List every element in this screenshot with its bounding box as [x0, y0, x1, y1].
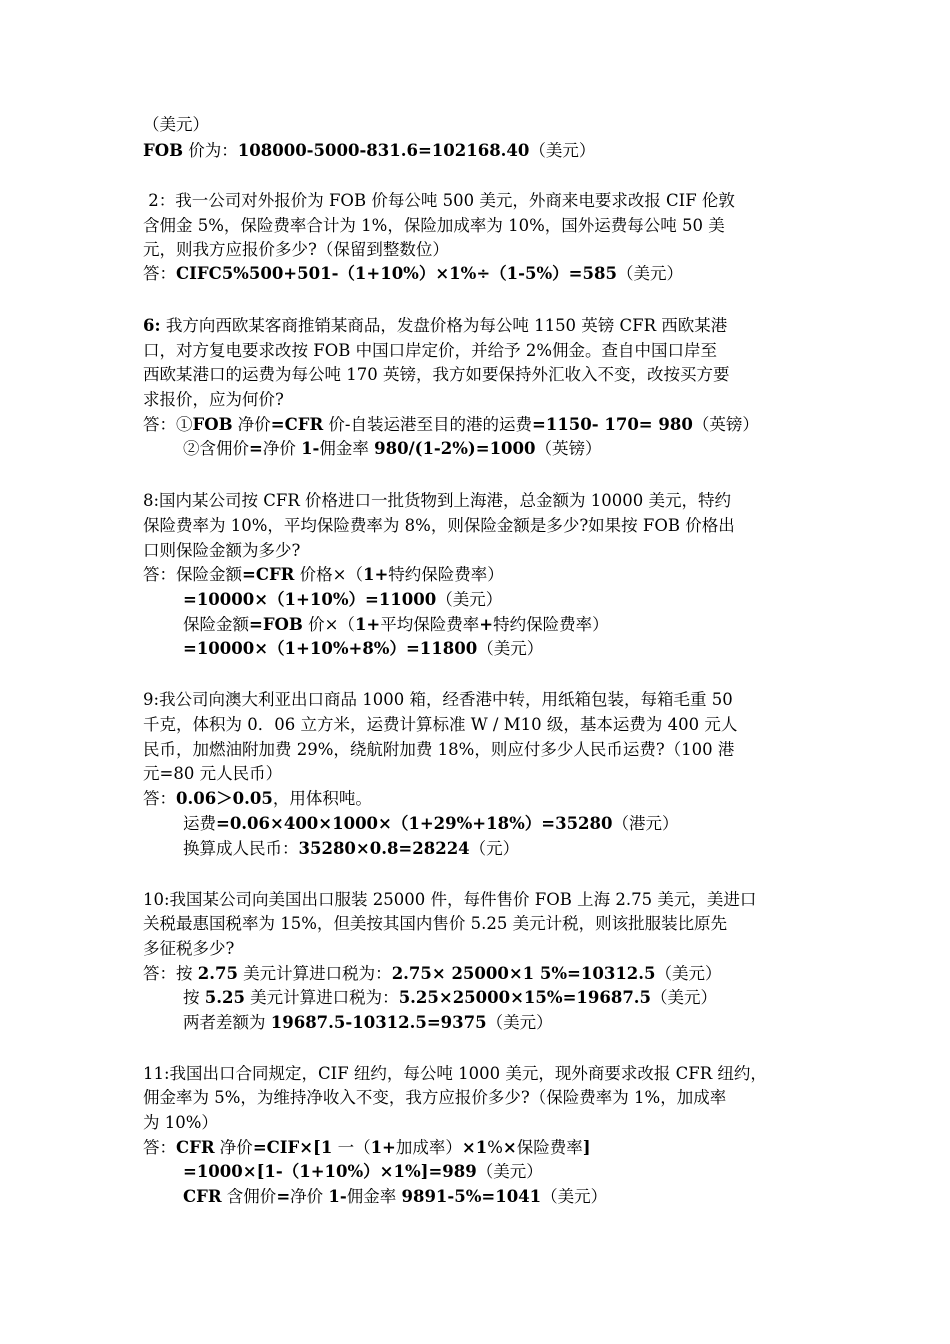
q8-a3-plus2: + [479, 615, 494, 634]
q8-a3-fob: =FOB [249, 615, 303, 634]
q9-a2-calc: =0.06×400×1000×（1+29%+18%）=35280 [216, 814, 613, 833]
q10-a2-calc: 5.25×25000×15%=19687.5 [398, 988, 652, 1007]
q6-a1-cfr: =CFR [270, 415, 324, 434]
q6-a2-text3: 佣金率 [319, 439, 375, 458]
q8-answer-3 [183, 613, 609, 637]
intro-line-1 [143, 113, 209, 137]
q9-line-1: 9:我公司向澳大利亚出口商品 1000 箱，经香港中转，用纸箱包装，每箱毛重 50 [143, 690, 733, 709]
q8-a4-unit: （美元） [477, 639, 544, 658]
q9-a1-compare: 0.06＞0.05 [176, 789, 273, 808]
q11-a3-text: 含佣价 [221, 1187, 277, 1206]
q8-a3-text3: 平均保险费率 [380, 615, 480, 634]
q9-answer-2 [183, 812, 679, 836]
q11-a2-calc: =1000×[1-（1+10%）×1%]=989 [183, 1162, 477, 1181]
q11-a3-text2: 净价 [290, 1187, 329, 1206]
q9-line-2: 千克，体积为 0．06 立方米，运费计算标准 W / M10 级，基本运费为 400 元人 [143, 715, 738, 734]
q10-a3-text: 两者差额为 [183, 1013, 271, 1032]
q6-line-1 [143, 314, 727, 338]
q11-a3-cfr: CFR [183, 1187, 222, 1206]
q8-a3-text4: 特约保险费率） [493, 615, 609, 634]
intro-unit: （美元） [143, 115, 209, 134]
q9-a2-unit: （港元） [612, 814, 679, 833]
q6-a2-eq: = [249, 439, 263, 458]
q8-answer-4 [183, 637, 543, 661]
q9-a3-text: 换算成人民币： [183, 839, 299, 858]
q10-a2-text2: 美元计算进口税为： [244, 988, 399, 1007]
q6-answer-2 [183, 437, 602, 461]
q8-a2-calc: =10000×（1+10%）=11000 [183, 590, 437, 609]
q9-answer-1 [143, 787, 372, 811]
q10-line-2: 关税最惠国税率为 15%，但美按其国内售价 5.25 美元计税，则该批服装比原先 [143, 914, 728, 933]
q6-number: 6: [143, 316, 161, 335]
q8-a1-text: 答：保险金额 [143, 565, 242, 584]
q8-a2-unit: （美元） [436, 590, 503, 609]
q11-a1-cif: =CIF×[1 [252, 1138, 333, 1157]
q6-a1-text2: 价-自装运港至目的港的运费 [323, 415, 533, 434]
q11-a1-text: 净价 [214, 1138, 253, 1157]
q11-a1-times2: × [502, 1138, 517, 1157]
q6-a2-calc: 980/(1-2%)=1000 [374, 439, 536, 458]
q11-answer-1 [143, 1136, 591, 1160]
q8-a3-plus: 1+ [354, 615, 381, 634]
q11-a1-text3: 加成率） [395, 1138, 462, 1157]
fob-text: 价为： [183, 141, 238, 160]
answer-label: 答： [143, 1138, 176, 1157]
fob-unit: （美元） [529, 141, 596, 160]
q6-a1-unit: （英镑） [692, 415, 759, 434]
q11-a1-text4: 保险费率 [516, 1138, 583, 1157]
q11-a3-unit: （美元） [541, 1187, 608, 1206]
q6-a2-unit: （英镑） [535, 439, 602, 458]
answer-label: 答： [143, 264, 176, 283]
q11-a1-cfr: CFR [176, 1138, 215, 1157]
q11-a1-text2: 一（ [332, 1138, 371, 1157]
q10-a2-price: 5.25 [204, 988, 245, 1007]
q8-a3-text: 保险金额 [183, 615, 249, 634]
q11-a3-text3: 佣金率 [346, 1187, 402, 1206]
q10-a2-text: 按 [183, 988, 205, 1007]
q10-a1-text: 答：按 [143, 964, 198, 983]
q6-a2-text: ②含佣价 [183, 439, 249, 458]
q6-answer-1 [143, 413, 759, 437]
q11-a1-bracket: ] [582, 1138, 591, 1157]
q6-a2-one: 1- [301, 439, 320, 458]
q8-a3-text2: 价×（ [302, 615, 355, 634]
q9-a2-text: 运费 [183, 814, 216, 833]
q11-a1-percent: % [487, 1138, 503, 1157]
q10-a2-unit: （美元） [651, 988, 718, 1007]
fob-price-line [143, 139, 595, 163]
q8-answer-2 [183, 588, 502, 612]
q10-a1-calc: 2.75× 25000×1 5%=10312.5 [391, 964, 656, 983]
answer-label: 答：① [143, 415, 193, 434]
q6-line-3: 西欧某港口的运费为每公吨 170 英镑，我方如要保持外汇收入不变，改按买方要 [143, 365, 730, 384]
q11-line-1: 11:我国出口合同规定，CIF 纽约，每公吨 1000 美元，现外商要求改报 CFR 纽约， [143, 1064, 767, 1083]
q2-answer-calc: CIFC5%500+501-（1+10%）×1%÷（1-5%）=585 [176, 264, 617, 283]
q10-line-1: 10:我国某公司向美国出口服装 25000 件，每件售价 FOB 上海 2.75 美元，美进口 [143, 890, 757, 909]
q8-answer-1 [143, 563, 504, 587]
q8-line-1: 8:国内某公司按 CFR 价格进口一批货物到上海港，总金额为 10000 美元，特约 [143, 491, 732, 510]
q10-a1-unit: （美元） [655, 964, 722, 983]
fob-calc: 108000-5000-831.6=102168.40 [237, 141, 530, 160]
q11-line-3: 为 10%） [143, 1113, 218, 1132]
q9-line-3: 民币，加燃油附加费 29%，绕航附加费 18%，则应付多少人民币运费?（100 港 [143, 740, 735, 759]
q6-line-2: 口，对方复电要求改按 FOB 中国口岸定价，并给予 2%佣金。查自中国口岸至 [143, 341, 718, 360]
q11-a1-times: ×1 [461, 1138, 488, 1157]
q10-a3-calc: 19687.5-10312.5=9375 [270, 1013, 487, 1032]
q2-line-3: 元，则我方应报价多少?（保留到整数位） [143, 240, 449, 259]
q2-line-1: 2：我一公司对外报价为 FOB 价每公吨 500 美元，外商来电要求改报 CIF 伦敦 [143, 191, 735, 210]
q2-line-2: 含佣金 5%，保险费率合计为 1%，保险加成率为 10%，国外运费每公吨 50 美 [143, 216, 725, 235]
q6-a1-calc: =1150- 170= 980 [532, 415, 693, 434]
q11-a3-calc: 9891-5%=1041 [401, 1187, 542, 1206]
q10-line-3: 多征税多少? [143, 939, 235, 958]
fob-label: FOB [143, 141, 184, 160]
q11-line-2: 佣金率为 5%，为维持净收入不变，我方应报价多少?（保险费率为 1%，加成率 [143, 1088, 727, 1107]
q10-answer-1 [143, 962, 722, 986]
q2-answer-unit: （美元） [616, 264, 683, 283]
q10-answer-3 [183, 1011, 553, 1035]
q10-a1-text2: 美元计算进口税为： [237, 964, 392, 983]
q6-text: 我方向西欧某客商推销某商品，发盘价格为每公吨 1150 英镑 CFR 西欧某港 [160, 316, 728, 335]
q8-a4-calc: =10000×（1+10%+8%）=11800 [183, 639, 478, 658]
q6-a2-text2: 净价 [262, 439, 302, 458]
q10-answer-2 [183, 986, 717, 1010]
q11-a3-one: 1- [328, 1187, 347, 1206]
q8-a1-text3: 特约保险费率） [388, 565, 504, 584]
q8-a1-cfr: =CFR [242, 565, 295, 584]
q10-a3-unit: （美元） [486, 1013, 553, 1032]
q11-answer-2 [183, 1160, 543, 1184]
q8-a1-plus: 1+ [362, 565, 389, 584]
q11-a3-eq: = [276, 1187, 291, 1206]
q6-a1-fob: FOB [192, 415, 233, 434]
q2-answer [143, 262, 683, 286]
q9-line-4: 元=80 元人民币） [143, 764, 283, 783]
q8-line-2: 保险费率为 10%，平均保险费率为 8%，则保险金额是多少?如果按 FOB 价格出 [143, 516, 735, 535]
answer-label: 答： [143, 789, 176, 808]
q9-a1-text: ，用体积吨。 [272, 789, 372, 808]
q10-a1-price: 2.75 [197, 964, 238, 983]
q9-a3-unit: （元） [469, 839, 520, 858]
q11-a1-plus: 1+ [370, 1138, 396, 1157]
q8-line-3: 口则保险金额为多少? [143, 541, 301, 560]
q9-a3-calc: 35280×0.8=28224 [298, 839, 470, 858]
q6-a1-text: 净价 [232, 415, 271, 434]
q11-answer-3 [183, 1185, 607, 1209]
q6-line-4: 求报价，应为何价? [143, 390, 284, 409]
q11-a2-unit: （美元） [476, 1162, 543, 1181]
q9-answer-3 [183, 837, 519, 861]
q8-a1-text2: 价格×（ [294, 565, 363, 584]
